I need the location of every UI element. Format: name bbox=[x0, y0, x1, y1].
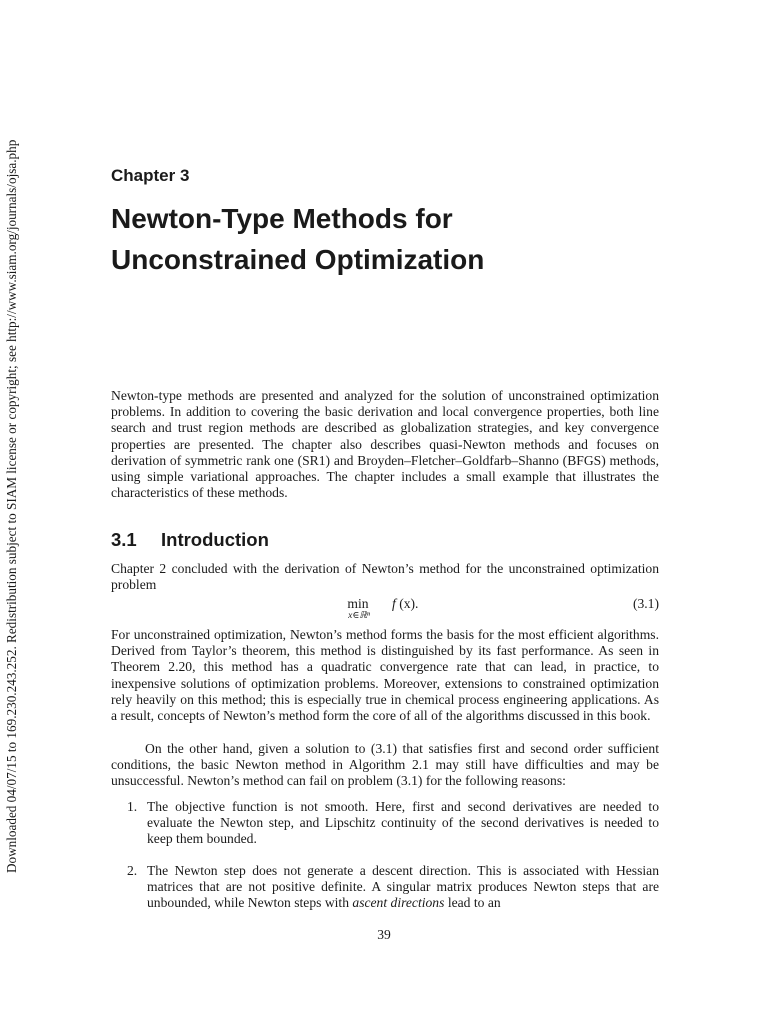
equation-subscript: x∈ℝⁿ bbox=[348, 611, 370, 621]
equation-function: f bbox=[392, 596, 396, 611]
equation-operator: min bbox=[347, 596, 369, 611]
list-item-text-before: The Newton step does not generate a descent direction. This is associated with Hessian matrices that are not positive definite. A singular matrix produces Newton steps that are unbounded, while Newton steps with bbox=[147, 863, 659, 911]
section-title: Introduction bbox=[161, 529, 269, 550]
section-heading bbox=[111, 528, 269, 552]
equation-number: (3.1) bbox=[632, 596, 659, 611]
list-item bbox=[127, 863, 659, 912]
page-number: 39 bbox=[377, 927, 391, 942]
equation-argument: (x). bbox=[399, 596, 419, 611]
list-item-text bbox=[147, 863, 659, 912]
intro-paragraph: Chapter 2 concluded with the derivation of Newton’s method for the unconstrained optimization problem bbox=[111, 561, 659, 593]
list-item-text: The objective function is not smooth. Here, first and second derivatives are needed to evaluate the Newton step, and Lipschitz continuity of the second derivatives is needed to keep them bounded. bbox=[147, 799, 659, 847]
list-item-emphasis: ascent directions bbox=[352, 895, 445, 911]
equation-3-1 bbox=[111, 596, 659, 624]
chapter-label: Chapter 3 bbox=[111, 166, 190, 185]
chapter-abstract: Newton-type methods are presented and analyzed for the solution of unconstrained optimization problems. In addition to covering the basic derivation and local convergence properties, both line search and trust region methods are described as globalization strategies, and key convergence properties are presented. The chapter also describes quasi-Newton methods and focuses on derivation of symmetric rank one (SR1) and Broyden–Fletcher–Goldfarb–Shanno (BFGS) methods, using simple variational approaches. The chapter includes a small example that illustrates the characteristics of these methods. bbox=[111, 388, 659, 501]
chapter-title bbox=[111, 198, 671, 280]
section-number: 3.1 bbox=[111, 529, 137, 550]
list-marker: 2. bbox=[127, 863, 138, 878]
list-marker: 1. bbox=[127, 799, 138, 814]
list-item bbox=[127, 799, 659, 848]
chapter-title-line1: Newton-Type Methods for bbox=[111, 203, 453, 234]
list-item-text-after: lead to an bbox=[447, 895, 501, 911]
body-paragraph: On the other hand, given a solution to (3.1) that satisfies first and second order sufficient conditions, the basic Newton method in Algorithm 2.1 may still have difficulties and may be unsuccessful. Newton’s method can fail on problem (3.1) for the following reasons: bbox=[111, 741, 659, 789]
chapter-title-line2: Unconstrained Optimization bbox=[111, 244, 485, 275]
download-notice: Downloaded 04/07/15 to 169.230.243.252. Redistribution subject to SIAM license or copyright; see http://www.siam.org/journals/ojsa.php bbox=[4, 139, 19, 873]
equation-expression bbox=[392, 596, 418, 612]
body-paragraph: For unconstrained optimization, Newton’s method forms the basis for the most efficient algorithms. Derived from Taylor’s theorem, this method is distinguished by its fast performance. As seen in Theorem 2.20, this method has a quadratic convergence rate that can lead, in practice, to inexpensive solutions of optimization problems. Moreover, extensions to constrained optimization rely heavily on this method; this is especially true in chemical process engineering applications. As a result, concepts of Newton’s method form the core of all of the algorithms discussed in this book. bbox=[111, 627, 659, 724]
